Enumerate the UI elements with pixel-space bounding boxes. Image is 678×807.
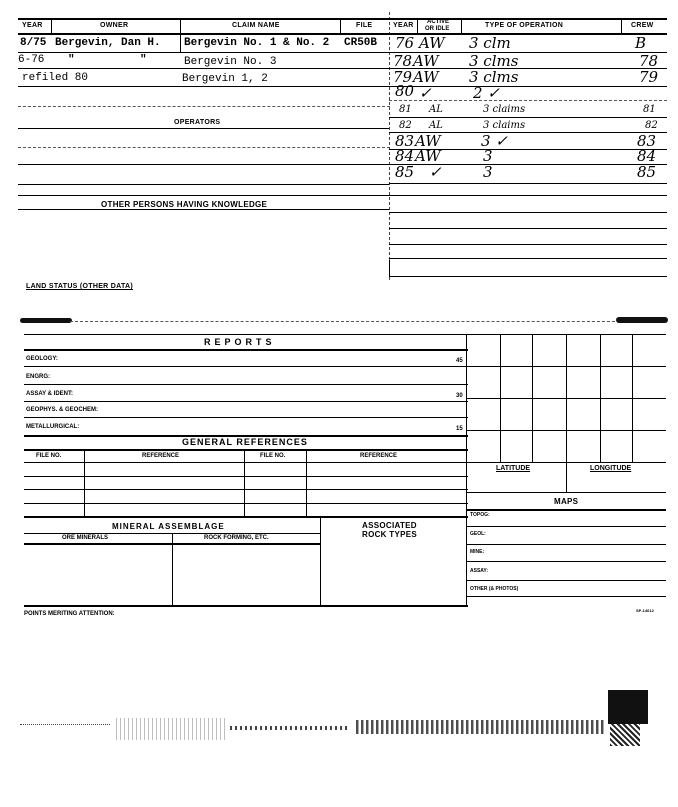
ref-col-file-no: FILE NO. (36, 453, 62, 459)
scan-smudge-left (20, 318, 72, 323)
op-row6-year: 82 (399, 120, 412, 131)
report-engrg: ENGRG: (26, 374, 50, 380)
other-persons-label: OTHER PERSONS HAVING KNOWLEDGE (101, 200, 268, 209)
general-references-title: GENERAL REFERENCES (182, 437, 308, 447)
op-row3-year: 79 (393, 68, 413, 86)
op-header-year: YEAR (393, 22, 414, 29)
maps-mine: MINE: (470, 549, 485, 555)
op-row3-crew: 79 (639, 68, 659, 86)
op-row5-type: 3 claims (483, 104, 526, 115)
assoc-rock-line2: ROCK TYPES (362, 530, 418, 539)
op-row4-type: 2 ✓ (473, 84, 500, 102)
op-row1-year: 76 (395, 34, 415, 52)
longitude-label: LONGITUDE (590, 465, 632, 472)
scan-smudge-right (616, 317, 668, 323)
owner-table (18, 12, 390, 212)
op-row9-type: 3 (483, 163, 493, 181)
rock-forming-label: ROCK FORMING, ETC. (204, 535, 269, 541)
op-row2-year: 78 (393, 52, 413, 70)
form-number: SP-14612 (636, 608, 654, 613)
operators-label: OPERATORS (174, 119, 221, 126)
op-row4-active: ✓ (419, 84, 432, 102)
header-owner: OWNER (100, 22, 129, 29)
op-row7-year: 83 (395, 132, 415, 150)
maps-geol: GEOL: (470, 531, 486, 537)
maps-section (466, 494, 666, 606)
row1-year: 8/75 (20, 37, 47, 49)
row2-owner-ditto: " (68, 54, 75, 66)
mineral-title: MINERAL ASSEMBLAGE (112, 522, 225, 531)
op-row5-year: 81 (399, 104, 412, 115)
row1-claim: Bergevin No. 1 & No. 2 (184, 37, 330, 49)
op-row8-active: AW (415, 147, 441, 165)
location-grid (466, 334, 666, 494)
scan-noise-bottom (20, 712, 670, 772)
op-row3-active: AW (413, 68, 439, 86)
report-metallurgical: METALLURGICAL: (26, 424, 80, 430)
ref-col-reference: REFERENCE (142, 453, 180, 459)
op-row6-crew: 82 (645, 120, 658, 131)
op-row1-crew: B (635, 34, 647, 52)
op-row8-year: 84 (395, 147, 415, 165)
operation-table (389, 12, 667, 280)
header-file: FILE (356, 22, 373, 29)
op-row7-type: 3 ✓ (481, 132, 508, 150)
points-meriting-attention: POINTS MERITING ATTENTION: (24, 611, 115, 617)
op-row7-active: AW (415, 132, 441, 150)
report-assay-num: 30 (456, 393, 463, 399)
land-status-label: LAND STATUS (OTHER DATA) (26, 283, 134, 290)
maps-other: OTHER (& PHOTOS) (470, 586, 519, 592)
op-header-type: TYPE OF OPERATION (485, 22, 564, 29)
op-row2-type: 3 clms (469, 52, 519, 70)
row3-claim: Bergevin 1, 2 (182, 73, 268, 85)
op-row9-active: ✓ (429, 163, 442, 181)
assoc-rock-line1: ASSOCIATED (362, 521, 417, 530)
op-row8-type: 3 (483, 147, 493, 165)
op-row3-type: 3 clms (469, 68, 519, 86)
op-row6-type: 3 claims (483, 120, 526, 131)
report-geophys: GEOPHYS. & GEOCHEM: (26, 407, 99, 413)
op-row2-active: AW (413, 52, 439, 70)
op-row8-crew: 84 (637, 147, 657, 165)
ore-minerals-label: ORE MINERALS (62, 535, 109, 541)
maps-title: MAPS (554, 497, 579, 506)
mineral-section (24, 518, 468, 608)
header-year: YEAR (22, 22, 43, 29)
latitude-label: LATITUDE (496, 465, 531, 472)
op-row6-active: AL (429, 120, 443, 131)
op-header-idle: OR IDLE (425, 26, 450, 32)
maps-assay: ASSAY: (470, 568, 489, 574)
op-header-active: ACTIVE (427, 19, 450, 25)
ref-col-file-no-2: FILE NO. (260, 453, 286, 459)
reports-section (24, 334, 468, 446)
row2-claim: Bergevin No. 3 (184, 56, 277, 68)
row3-year: refiled 80 (22, 72, 89, 84)
op-row4-year: 80 (395, 82, 415, 100)
op-row9-crew: 85 (637, 163, 657, 181)
row2-year: 6-76 (18, 54, 45, 66)
op-row5-crew: 81 (643, 104, 656, 115)
report-metallurgical-num: 15 (456, 426, 463, 432)
op-row9-year: 85 (395, 163, 415, 181)
op-header-crew: CREW (631, 22, 654, 29)
reports-title: REPORTS (204, 337, 276, 347)
ref-col-reference-2: REFERENCE (360, 453, 398, 459)
row1-owner: Bergevin, Dan H. (55, 37, 161, 49)
maps-topog: TOPOG: (470, 512, 490, 518)
report-geology-num: 45 (456, 358, 463, 364)
row1-file: CR50B (344, 37, 378, 49)
general-references-section (24, 436, 468, 520)
op-row2-crew: 78 (639, 52, 659, 70)
op-row1-type: 3 clm (469, 34, 511, 52)
row2-owner-ditto-2: " (140, 54, 147, 66)
report-assay: ASSAY & IDENT: (26, 391, 74, 397)
header-claim-name: CLAIM NAME (232, 22, 280, 29)
op-row1-active: AW (419, 34, 445, 52)
op-row7-crew: 83 (637, 132, 657, 150)
report-geology: GEOLOGY: (26, 356, 58, 362)
op-row5-active: AL (429, 104, 443, 115)
